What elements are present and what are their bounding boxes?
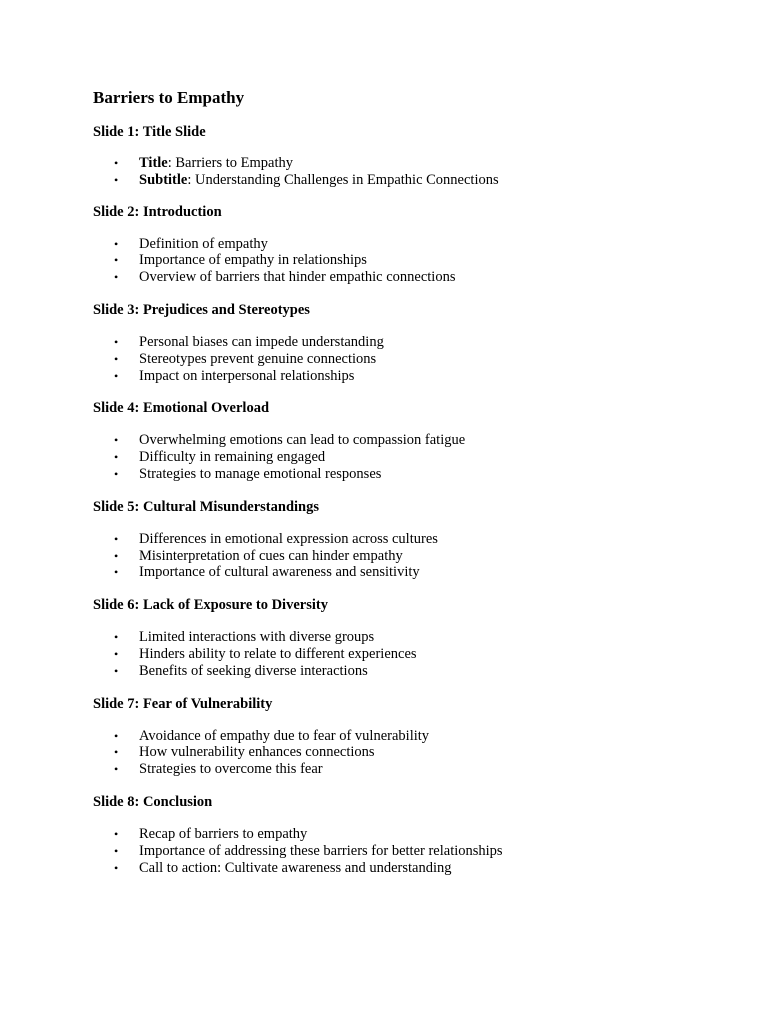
list-item [93, 368, 733, 385]
bullet-icon: • [114, 843, 119, 858]
slide-section-6 [93, 595, 733, 679]
bullet-icon: • [114, 728, 119, 743]
bullet-text: Strategies to overcome this fear [139, 761, 323, 778]
list-item [93, 531, 733, 548]
bullet-icon: • [114, 433, 119, 448]
list-item [93, 172, 733, 189]
bullet-text: Personal biases can impede understanding [139, 333, 384, 350]
document-title: Barriers to Empathy [93, 88, 245, 107]
list-item [93, 449, 733, 466]
list-item [93, 351, 733, 368]
bullet-text: Impact on interpersonal relationships [139, 367, 355, 384]
slide-section-8 [93, 792, 733, 876]
bullet-icon: • [114, 745, 119, 760]
list-item [93, 466, 733, 483]
list-item [93, 728, 733, 745]
slide-heading: Slide 7: Fear of Vulnerability [93, 695, 273, 712]
slide-heading: Slide 5: Cultural Misunderstandings [93, 498, 320, 515]
bullet-list [93, 334, 733, 384]
bullet-text: Overwhelming emotions can lead to compassion fatigue [139, 432, 466, 449]
bullet-icon: • [114, 253, 119, 268]
bullet-list [93, 531, 733, 581]
list-item [93, 646, 733, 663]
bullet-list [93, 728, 733, 778]
bullet-text: Call to action: Cultivate awareness and understanding [139, 859, 452, 876]
list-item [93, 334, 733, 351]
bullet-icon: • [114, 860, 119, 875]
slide-section-7 [93, 694, 733, 778]
bullet-icon: • [114, 172, 119, 187]
bullet-icon: • [114, 270, 119, 285]
bullet-list [93, 432, 733, 482]
list-item [93, 548, 733, 565]
slide-heading: Slide 6: Lack of Exposure to Diversity [93, 597, 328, 614]
bullet-text: Definition of empathy [139, 235, 268, 252]
slide-heading: Slide 8: Conclusion [93, 793, 213, 810]
bullet-icon: • [114, 450, 119, 465]
bullet-text: Difficulty in remaining engaged [139, 449, 326, 466]
slide-heading: Slide 1: Title Slide [93, 124, 206, 140]
bullet-icon: • [114, 762, 119, 777]
list-item [93, 629, 733, 646]
list-item [93, 269, 733, 286]
list-item [93, 826, 733, 843]
bullet-label: Title [139, 155, 168, 171]
bullet-text: Overview of barriers that hinder empathic connections [139, 269, 456, 286]
bullet-label: Subtitle [139, 171, 188, 188]
bullet-icon: • [114, 548, 119, 563]
list-item [93, 155, 733, 172]
bullet-text: Hinders ability to relate to different experiences [139, 645, 417, 662]
bullet-text: : Understanding Challenges in Empathic Connections [187, 171, 499, 188]
slide-section-1 [93, 122, 733, 189]
slide-section-5 [93, 497, 733, 581]
bullet-text: Avoidance of empathy due to fear of vulnerability [139, 727, 430, 744]
bullet-icon: • [114, 531, 119, 546]
bullet-list [93, 155, 733, 189]
bullet-icon: • [114, 630, 119, 645]
bullet-icon: • [114, 368, 119, 383]
slide-heading: Slide 2: Introduction [93, 203, 222, 220]
bullet-text: Strategies to manage emotional responses [139, 465, 382, 482]
bullet-list [93, 826, 733, 876]
bullet-icon: • [114, 351, 119, 366]
document-page [93, 86, 733, 876]
bullet-icon: • [114, 646, 119, 661]
slide-heading: Slide 3: Prejudices and Stereotypes [93, 301, 310, 318]
bullet-text: Importance of addressing these barriers for better relationships [139, 842, 503, 859]
bullet-icon: • [114, 466, 119, 481]
bullet-text: How vulnerability enhances connections [139, 744, 375, 761]
slide-section-2 [93, 202, 733, 286]
slide-heading: Slide 4: Emotional Overload [93, 400, 270, 417]
list-item [93, 564, 733, 581]
slide-section-3 [93, 300, 733, 384]
bullet-text: : Barriers to Empathy [167, 155, 293, 171]
list-item [93, 236, 733, 253]
list-item [93, 432, 733, 449]
bullet-text: Benefits of seeking diverse interactions [139, 662, 368, 679]
bullet-text: Misinterpretation of cues can hinder empathy [139, 547, 403, 564]
bullet-icon: • [114, 236, 119, 251]
bullet-text: Limited interactions with diverse groups [139, 629, 375, 646]
list-item [93, 663, 733, 680]
slide-section-4 [93, 398, 733, 482]
bullet-text: Stereotypes prevent genuine connections [139, 350, 377, 367]
bullet-list [93, 629, 733, 679]
bullet-list [93, 236, 733, 286]
list-item [93, 252, 733, 269]
list-item [93, 843, 733, 860]
bullet-icon: • [114, 663, 119, 678]
list-item [93, 860, 733, 877]
list-item [93, 761, 733, 778]
bullet-text: Recap of barriers to empathy [139, 825, 308, 842]
bullet-icon: • [114, 334, 119, 349]
bullet-icon: • [114, 826, 119, 841]
bullet-text: Importance of empathy in relationships [139, 252, 367, 269]
list-item [93, 744, 733, 761]
bullet-text: Importance of cultural awareness and sensitivity [139, 564, 420, 581]
bullet-icon: • [114, 156, 119, 170]
bullet-icon: • [114, 565, 119, 580]
bullet-text: Differences in emotional expression across cultures [139, 530, 438, 547]
